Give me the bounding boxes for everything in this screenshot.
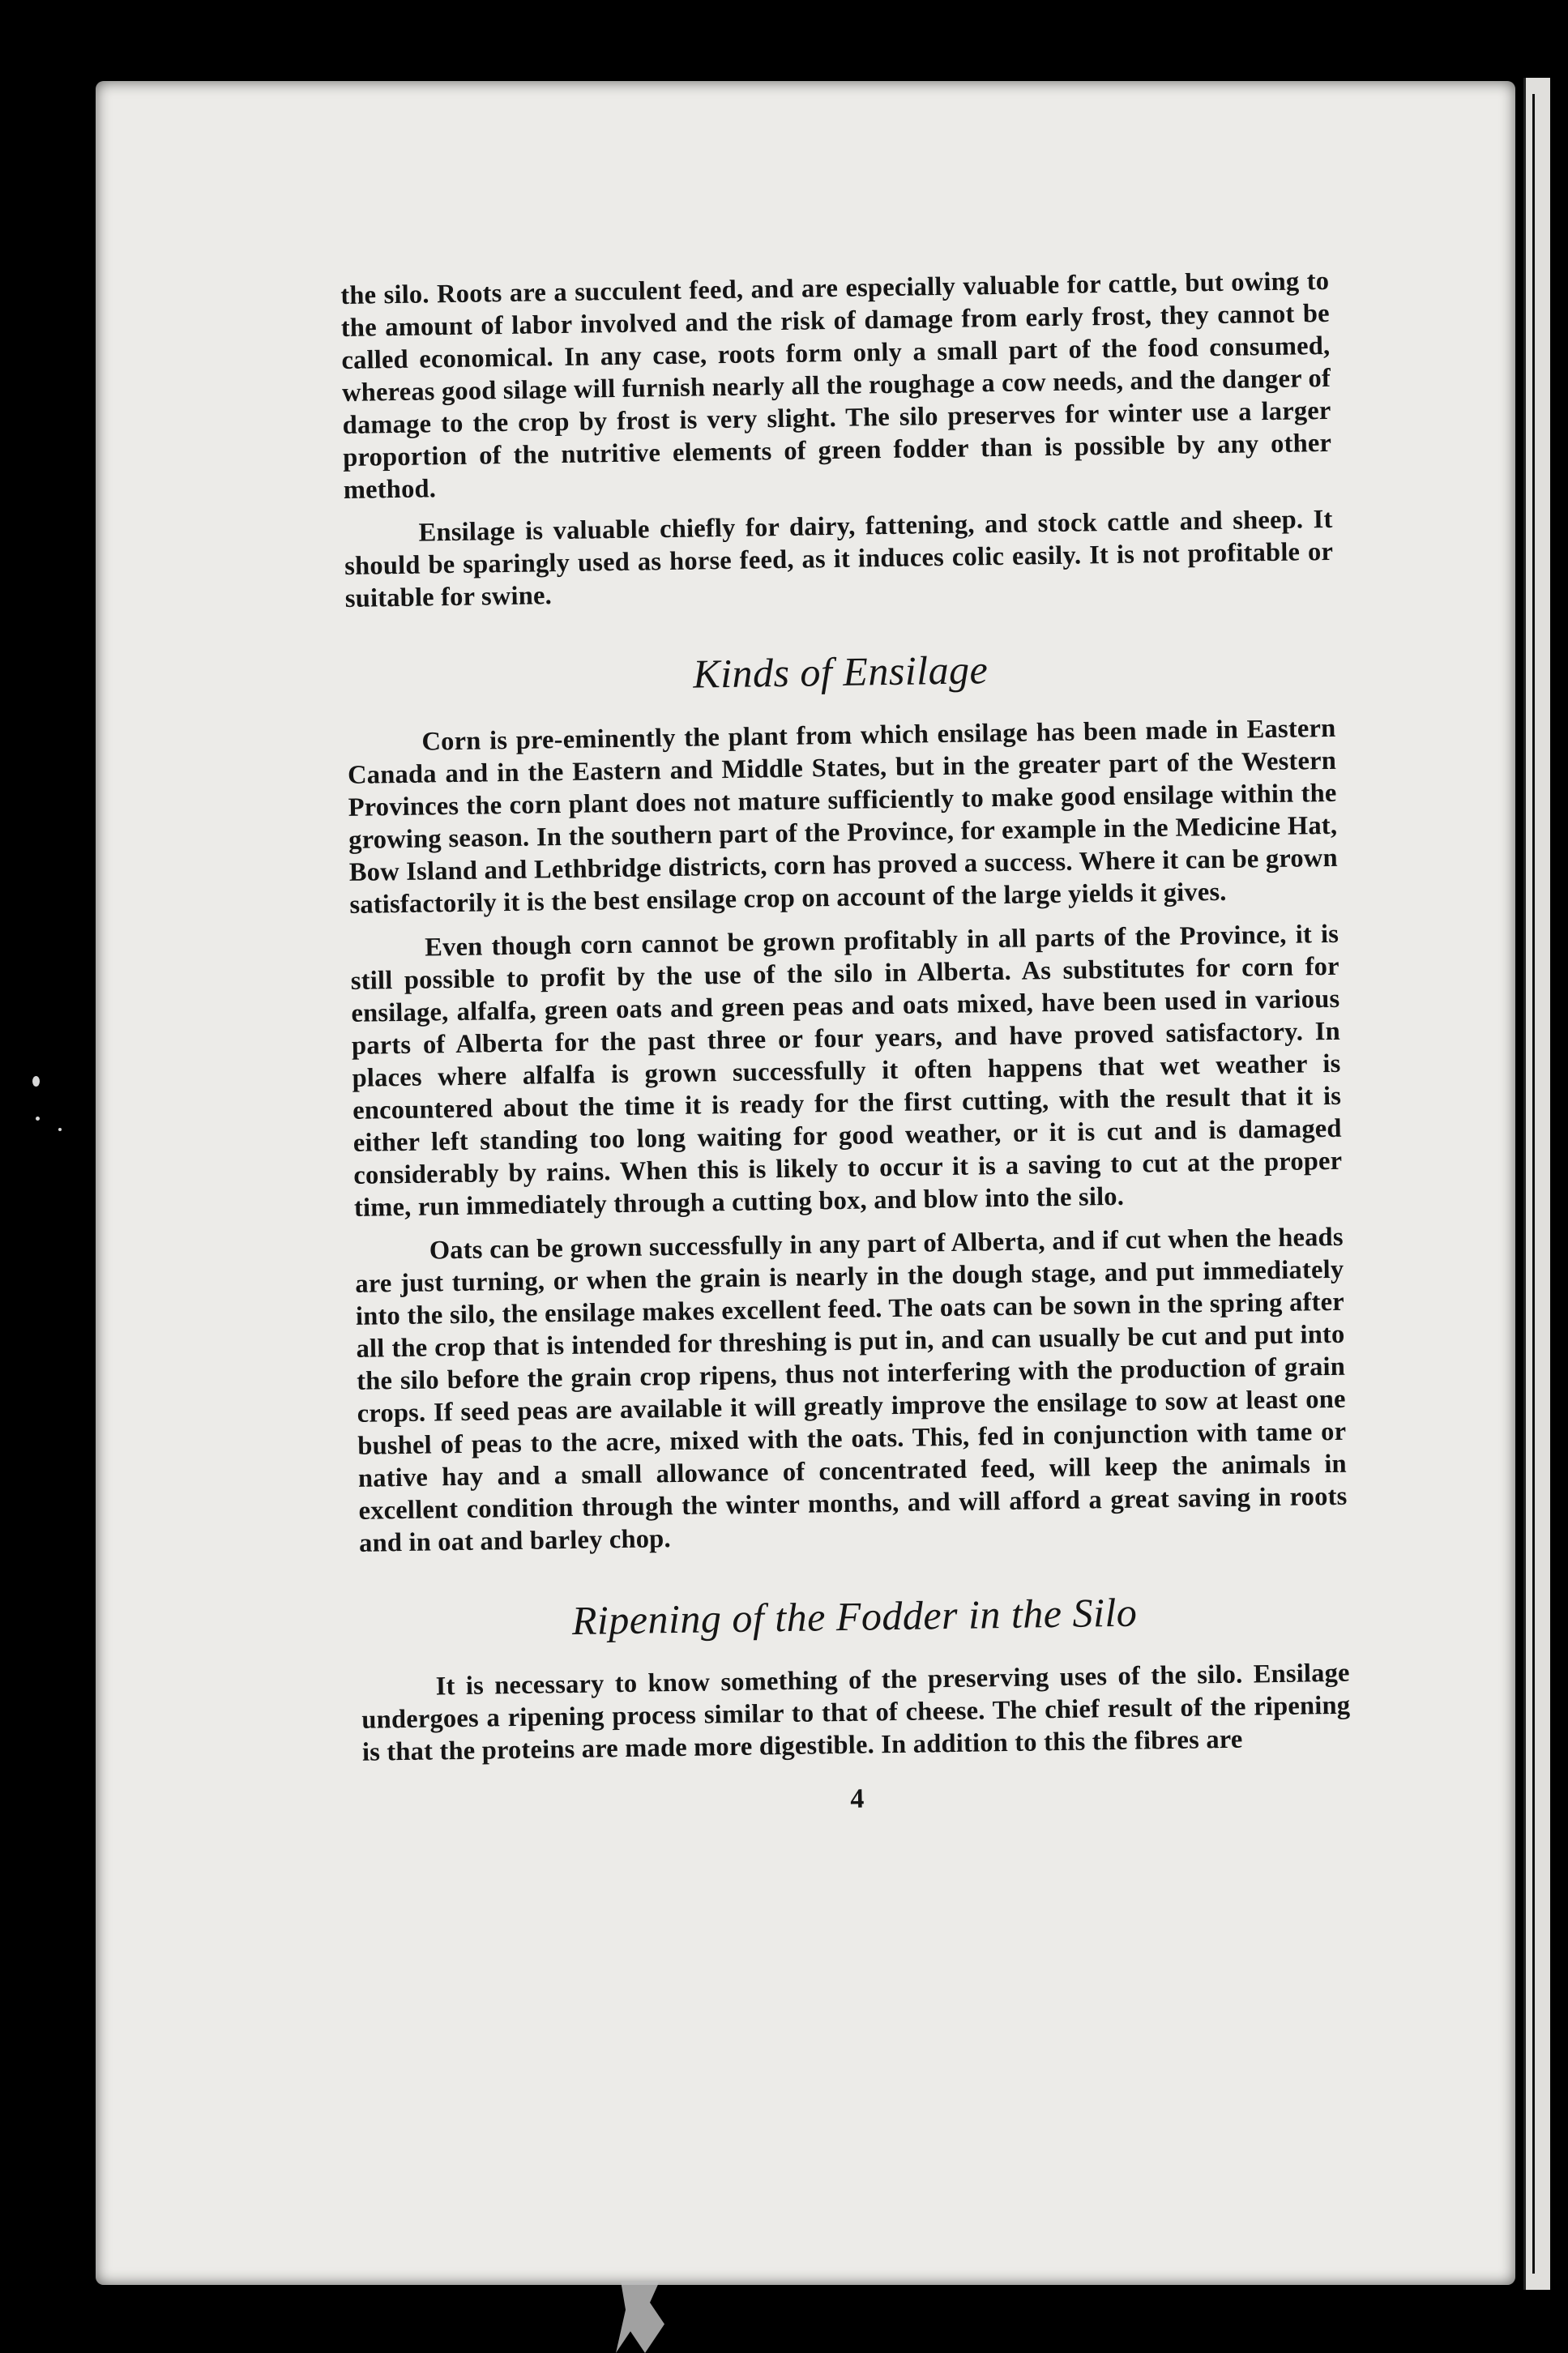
paragraph-corn: Corn is pre-eminently the plant from which ensilage has been made in Eastern Canada and in the Eastern and Middle States, but in the greater part of the Western Provinces the corn plant does not mature sufficiently to make good ensilage within the growing season. In the southern part of the Province, for example in the Medicine Hat, Bow Island and Lethbridge districts, corn has proved a success. Where it can be grown satisfactorily it is the best ensilage crop on account of the large yields it gives. <box>347 713 1338 920</box>
paragraph-ripening: It is necessary to know something of the preserving uses of the silo. Ensilage undergoes a ripening process similar to that of cheese. The chief result of the ripening is that the proteins are made more digestible. In addition to this the fibres are <box>361 1658 1351 1767</box>
page-content <box>340 265 1352 1822</box>
paragraph-substitutes: Even though corn cannot be grown profitably in all parts of the Province, it is still possible to profit by the use of the silo in Alberta. As substitutes for corn for ensilage, alfalfa, green oats and green peas and oats mixed, have been used in various parts of Alberta for the past three or four years, and have proved satisfactory. In places where alfalfa is grown successfully it often happens that wet weather is encountered about the time it is ready for the first cutting, with the result that it is either left standing too long waiting for good weather, or it is cut and is damaged considerably by rains. When this is likely to occur it is a saving to cut at the proper time, run immediately through a cutting box, and blow into the silo. <box>350 919 1343 1223</box>
heading-kinds-of-ensilage: Kinds of Ensilage <box>692 647 989 697</box>
page-number: 4 <box>850 1783 865 1814</box>
scan-artifact <box>616 2281 664 2353</box>
paragraph-roots: the silo. Roots are a succulent feed, and are especially valuable for cattle, but owing to the amount of labor involved and the risk of damage from early frost, they cannot be called economical. In any case, roots form only a small part of the food consumed, whereas good silage will furnish nearly all the roughage a cow needs, and the danger of damage to the crop by frost is very slight. The silo preserves for winter use a larger proportion of the nutritive elements of green fodder than is possible by any other method. <box>340 266 1332 505</box>
paragraph-ensilage-uses: Ensilage is valuable chiefly for dairy, fattening, and stock cattle and sheep. It should be sparingly used as horse feed, as it induces colic easily. It is not profitable or suitable for swine. <box>344 504 1334 613</box>
adjacent-page-edge <box>1523 78 1550 2290</box>
heading-ripening: Ripening of the Fodder in the Silo <box>571 1589 1138 1643</box>
paragraph-oats: Oats can be grown successfully in any part of Alberta, and if cut when the heads are just turning, or when the grain is nearly in the dough stage, and put immediately into the silo, the ensilage makes excellent feed. The oats can be sown in the spring after all the crop that is intended for threshing is put in, and can usually be cut and put into the silo before the grain crop ripens, thus not interfering with the production of grain crops. If seed peas are available it will greatly improve the ensilage to sow at least one bushel of peas to the acre, mixed with the oats. This, fed in conjunction with tame or native hay and a small allowance of concentrated feed, will keep the animals in excellent condition through the winter months, and will afford a great saving in roots and in oat and barley chop. <box>355 1222 1348 1558</box>
